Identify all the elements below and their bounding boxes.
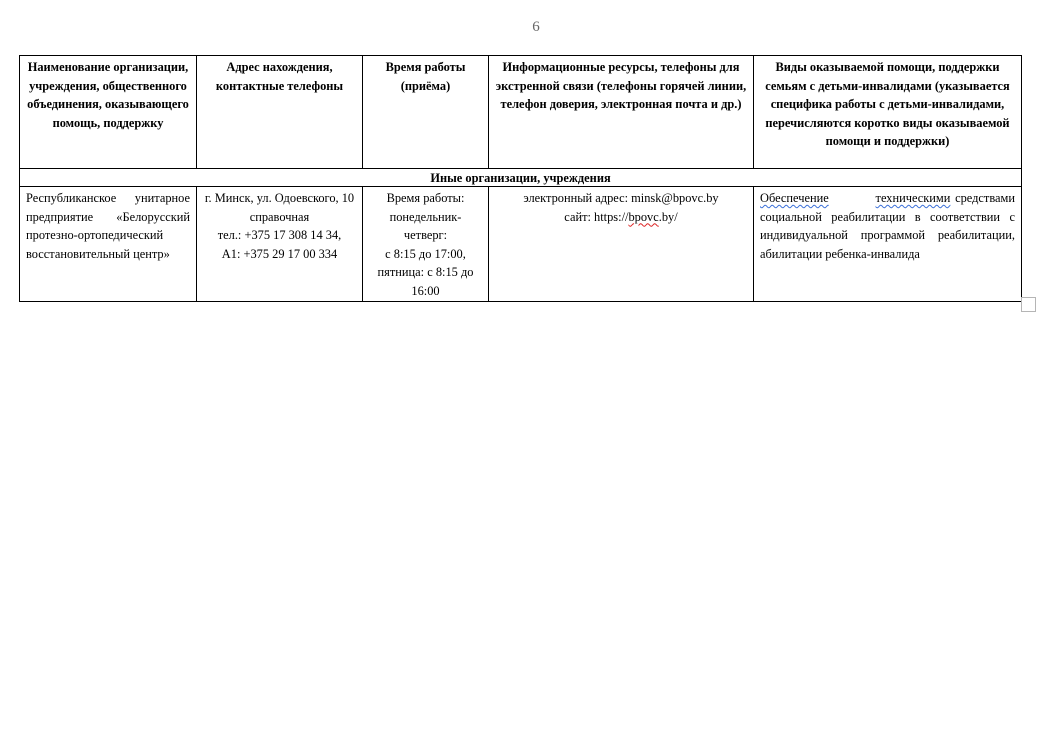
email-line: электронный адрес: minsk@bpovc.by (523, 191, 719, 205)
hours-days: понедельник-четверг: (389, 209, 462, 243)
organizations-table (19, 55, 1022, 302)
section-row (20, 169, 1022, 187)
phone-a1: А1: +375 29 17 00 334 (221, 246, 338, 261)
cell-working-hours (363, 187, 489, 302)
hours-mon-thu: с 8:15 до 17:00, (385, 246, 466, 261)
address-text: г. Минск, ул. Одоевского, 10 (204, 191, 355, 205)
hours-label: Время работы: (386, 191, 465, 205)
phone-tel: тел.: +375 17 308 14 34, (217, 228, 342, 243)
page-number: 6 (532, 19, 540, 35)
header-info-resources: Информационные ресурсы, телефоны для экстренной связи (телефоны горячей линии, телефон доверия, электронная почта и др.) (489, 56, 754, 169)
site-prefix: сайт: https:// (564, 209, 629, 224)
help-word-2: техническими (875, 191, 951, 205)
reference-label: справочная (249, 209, 310, 224)
help-word-1: Обеспечение (760, 191, 829, 205)
header-working-hours: Время работы (приёма) (363, 56, 489, 169)
help-rest: средствами социальной реабилитации в соответствии с индивидуальной программой реабилитации, абилитации ребенка-инвалида (760, 191, 1015, 261)
header-organization: Наименование организации, учреждения, общественного объединения, оказывающего помощь, поддержку (20, 56, 197, 169)
cell-help-types (754, 187, 1022, 302)
section-title: Иные организации, учреждения (20, 169, 1022, 187)
site-suffix: .by/ (658, 209, 678, 224)
header-row (20, 56, 1022, 169)
header-address: Адрес нахождения, контактные телефоны (197, 56, 363, 169)
hours-friday: пятница: с 8:15 до 16:00 (377, 265, 474, 298)
table-row (20, 187, 1022, 302)
header-help-types: Виды оказываемой помощи, поддержки семьям с детьми-инвалидами (указывается специфика работы с детьми-инвалидами, перечисляются коротко виды оказываемой помощи и поддержки) (754, 56, 1022, 169)
cell-address (197, 187, 363, 302)
table-end-marker[interactable] (1021, 297, 1036, 312)
site-line (495, 208, 747, 227)
site-domain: bpovc (628, 209, 659, 224)
cell-info-resources (489, 187, 754, 302)
cell-organization: Республиканское унитарное предприятие «Белорусский протезно-ортопедический восстановительный центр» (20, 187, 197, 302)
